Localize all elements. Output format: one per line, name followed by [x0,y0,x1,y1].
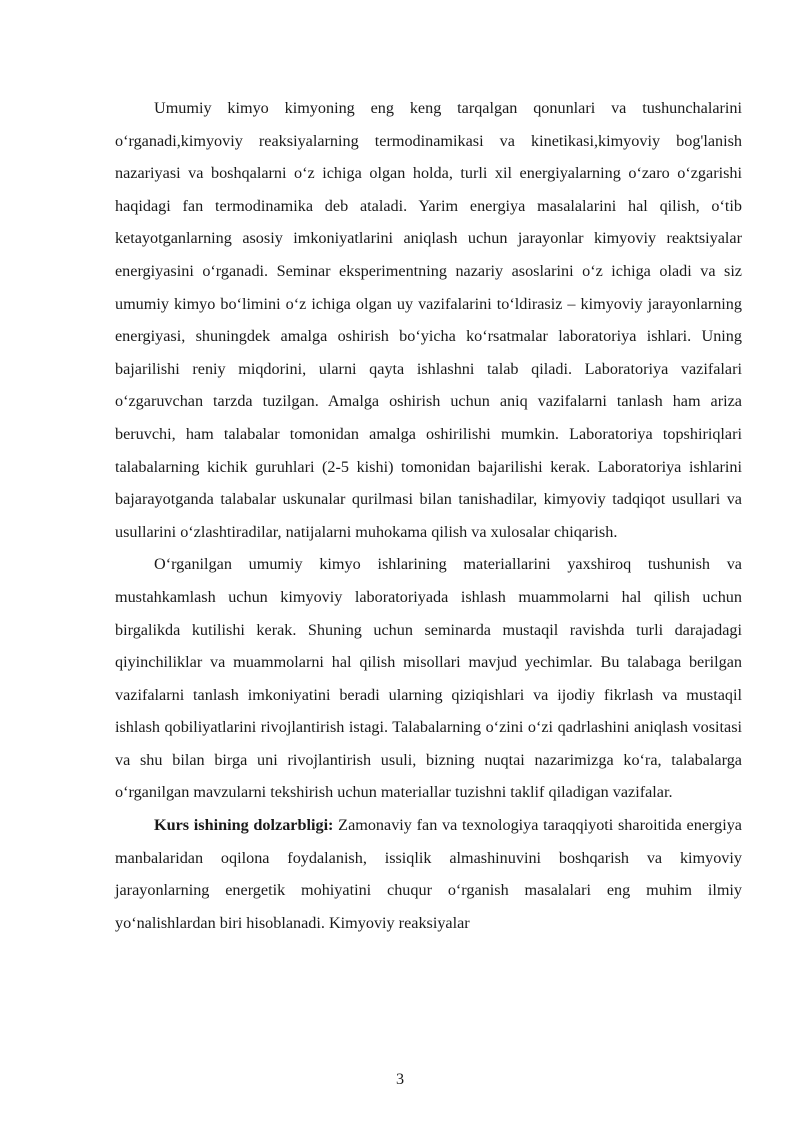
paragraph-laboratory: O‘rganilgan umumiy kimyo ishlarining materiallarini yaxshiroq tushunish va mustahkamlash uchun kimyoviy laboratoriyada ishlash muammolarni hal qilish uchun birgalikda kutilishi kerak. Shuning uchun seminarda mustaqil ravishda turli darajadagi qiyinchiliklar va muammolarni hal qilish misollari mavjud yechimlar. Bu talabaga berilgan vazifalarni tanlash imkoniyatini beradi ularning qiziqishlari va ijodiy fikrlash va mustaqil ishlash qobiliyatlarini rivojlantirish istagi. Talabalarning o‘zini o‘zi qadrlashini aniqlash vositasi va shu bilan birga uni rivojlantirish usuli, bizning nuqtai nazarimizga ko‘ra, talabalarga o‘rganilgan mavzularni tekshirish uchun materiallar tuzishni taklif qiladigan vazifalar. [115,555,742,802]
paragraph-intro: Umumiy kimyo kimyoning eng keng tarqalgan qonunlari va tushunchalarini o‘rganadi,kimyoviy reaksiyalarning termodinamikasi va kinetikasi,kimyoviy bog'lanish nazariyasi va boshqalarni o‘z ichiga olgan holda, turli xil energiyalarning o‘zaro o‘zgarishi haqidagi fan termodinamika deb ataladi. Yarim energiya masalalarini hal qilish, o‘tib ketayotganlarning asosiy imkoniyatlarini aniqlash uchun jarayonlar kimyoviy reaktsiyalar energiyasini o‘rganadi. Seminar eksperimentning nazariy asoslarini o‘z ichiga oladi va siz umumiy kimyo bo‘limini o‘z ichiga olgan uy vazifalarini to‘ldirasiz – kimyoviy jarayonlarning energiyasi, shuningdek amalga oshirish bo‘yicha ko‘rsatmalar laboratoriya ishlari. Uning bajarilishi reniy miqdorini, ularni qayta ishlashni talab qiladi. Laboratoriya vazifalari o‘zgaruvchan tarzda tuzilgan. Amalga oshirish uchun aniq vazifalarni tanlash ham ariza beruvchi, ham talabalar tomonidan amalga oshirilishi mumkin. Laboratoriya topshiriqlari talabalarning kichik guruhlari (2-5 kishi) tomonidan bajarilishi kerak. Laboratoriya ishlarini bajarayotganda talabalar uskunalar qurilmasi bilan tanishadilar, kimyoviy tadqiqot usullari va usullarini o‘zlashtiradilar, natijalarni muhokama qilish va xulosalar chiqarish. [115,99,742,541]
paragraph-relevance [115,809,742,939]
section-heading-relevance: Kurs ishining dolzarbligi: [154,816,334,835]
page-number: 3 [395,1070,405,1088]
document-page [115,92,742,939]
paragraph-relevance-text: Zamonaviy fan va texnologiya taraqqiyoti sharoitida energiya manbalaridan oqilona foydalanish, issiqlik almashinuvini boshqarish va kimyoviy jarayonlarning energetik mohiyatini chuqur o‘rganish masalalari eng muhim ilmiy yo‘nalishlardan biri hisoblanadi. Kimyoviy reaksiyalar [115,816,742,932]
